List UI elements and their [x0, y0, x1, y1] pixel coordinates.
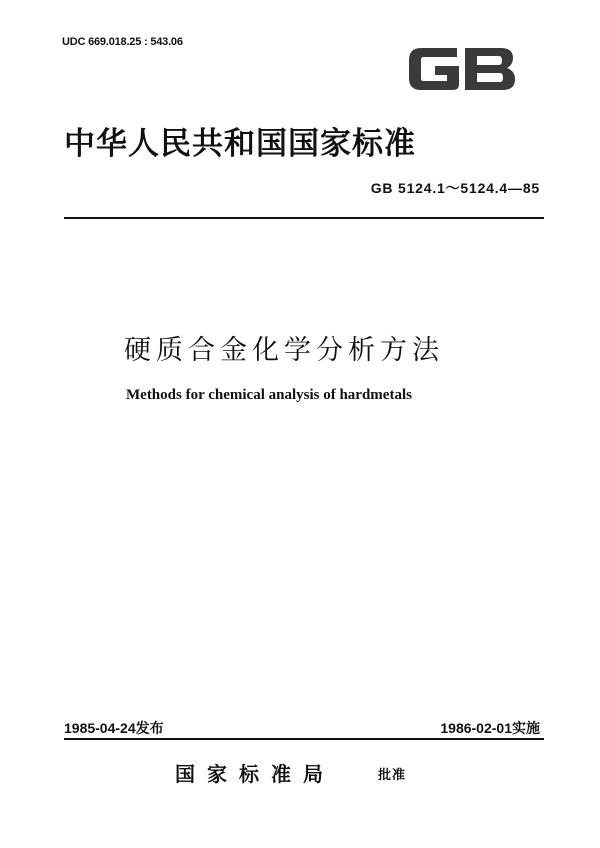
issuing-authority: 国家标准局: [175, 762, 335, 786]
gb-logo: [403, 40, 519, 96]
standard-category-title: 中华人民共和国国家标准: [64, 126, 416, 162]
bottom-divider: [64, 738, 544, 740]
effective-date: 1986-02-01实施: [440, 720, 540, 736]
document-title-en: Methods for chemical analysis of hardmetals: [126, 387, 412, 403]
approval-label: 批准: [378, 768, 407, 783]
issue-date: 1985-04-24发布: [64, 720, 164, 736]
document-title-cn: 硬质合金化学分析方法: [124, 335, 444, 366]
standard-number: GB 5124.1～5124.4—85: [370, 180, 540, 196]
udc-code: UDC 669.018.25 : 543.06: [62, 36, 183, 48]
top-divider: [64, 217, 544, 219]
gb-logo-icon: [403, 40, 519, 96]
